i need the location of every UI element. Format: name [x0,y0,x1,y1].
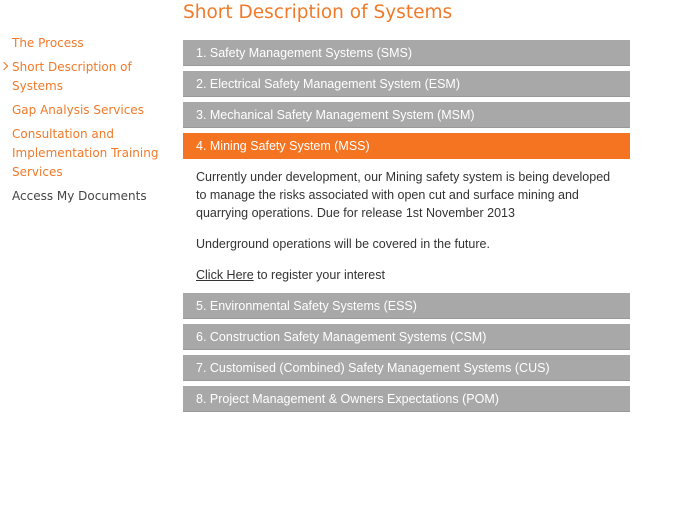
accordion-panel-mss [183,164,630,288]
systems-accordion [183,40,630,417]
sidebar-item-short-description[interactable] [12,58,162,96]
mss-description: Currently under development, our Mining safety system is being developed to manage the risks associated with open cut and surface mining and quarrying operations. Due for release 1st November 2013 [196,170,611,220]
register-interest-line [196,266,617,284]
sidebar-item-access-documents[interactable]: Access My Documents [12,189,147,203]
accordion-item-esm[interactable]: 2. Electrical Safety Management System (ESM) [183,71,630,97]
sidebar-nav [12,34,162,211]
chevron-right-icon [0,62,8,70]
sidebar-item-the-process[interactable]: The Process [12,36,84,50]
accordion-item-sms[interactable]: 1. Safety Management Systems (SMS) [183,40,630,66]
accordion-item-pom[interactable]: 8. Project Management & Owners Expectations (POM) [183,386,630,412]
accordion-item-ess[interactable]: 5. Environmental Safety Systems (ESS) [183,293,630,319]
register-interest-text: to register your interest [253,268,385,282]
sidebar-item-consultation[interactable]: Consultation and Implementation Training Services [12,127,159,179]
accordion-item-csm[interactable]: 6. Construction Safety Management Systems (CSM) [183,324,630,350]
sidebar-item-gap-analysis[interactable]: Gap Analysis Services [12,103,144,117]
accordion-item-cus[interactable]: 7. Customised (Combined) Safety Management Systems (CUS) [183,355,630,381]
click-here-link[interactable]: Click Here [196,268,254,282]
accordion-item-mss[interactable]: 4. Mining Safety System (MSS) [183,133,630,159]
page-title: Short Description of Systems [183,2,453,23]
mss-underground-note: Underground operations will be covered in the future. [196,237,490,251]
accordion-item-msm[interactable]: 3. Mechanical Safety Management System (MSM) [183,102,630,128]
sidebar-item-label: Short Description of Systems [12,60,132,93]
